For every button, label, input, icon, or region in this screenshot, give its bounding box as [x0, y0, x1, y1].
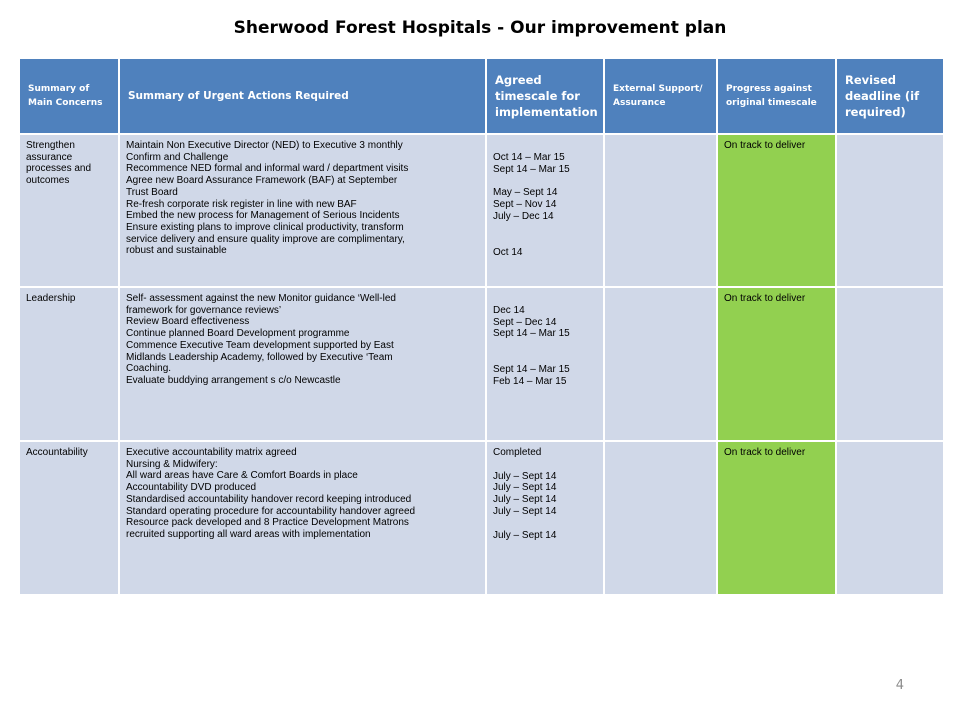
action-line: Continue planned Board Development programme: [126, 328, 350, 340]
timescale-line: Sept – Dec 14: [493, 316, 557, 328]
timescale-cell: [486, 441, 604, 595]
action-line: service delivery and ensure quality improve are complimentary,: [126, 233, 405, 245]
header-concerns: Summary of Main Concerns: [19, 58, 119, 134]
action-line: Ensure existing plans to improve clinical productivity, transform: [126, 221, 404, 233]
timescale-line: Oct 14 – Mar 15: [493, 152, 565, 163]
action-line: robust and sustainable: [126, 245, 227, 257]
timescale-line: Sept 14 – Mar 15: [493, 328, 570, 340]
action-line: recruited supporting all ward areas with implementation: [126, 528, 371, 540]
action-line: Re-fresh corporate risk register in line with new BAF: [126, 198, 357, 210]
actions-cell: [119, 134, 486, 287]
actions-cell: [119, 287, 486, 441]
action-line: All ward areas have Care & Comfort Boards in place: [126, 470, 358, 482]
timescale-line: Oct 14: [493, 246, 523, 258]
concern-cell: Strengthen assurance processes and outcomes: [19, 134, 119, 287]
support-cell: [604, 441, 717, 595]
action-line: Standard operating procedure for accountability handover agreed: [126, 505, 416, 517]
progress-cell: On track to deliver: [717, 287, 836, 441]
action-line: Trust Board: [126, 186, 178, 198]
action-line: Embed the new process for Management of Serious Incidents: [126, 210, 400, 222]
table-row: [19, 441, 944, 595]
timescale-line: May – Sept 14: [493, 187, 558, 199]
timescale-cell: [486, 134, 604, 287]
action-line: framework for governance reviews’: [126, 304, 282, 316]
action-line: Nursing & Midwifery:: [126, 458, 218, 470]
page-number: 4: [895, 678, 904, 693]
improvement-plan-table: [18, 57, 945, 596]
progress-cell: On track to deliver: [717, 134, 836, 287]
timescale-line: Completed: [493, 447, 542, 458]
revised-deadline-cell: [836, 441, 944, 595]
action-line: Agree new Board Assurance Framework (BAF) at September: [126, 175, 398, 187]
concern-cell: Leadership: [19, 287, 119, 441]
header-revised: Revised deadline (if required): [836, 58, 944, 134]
timescale-line: July – Sept 14: [493, 494, 557, 506]
action-line: Executive accountability matrix agreed: [126, 447, 297, 458]
action-line: Commence Executive Team development supported by East: [126, 339, 394, 351]
timescale-line: Sept – Nov 14: [493, 199, 557, 211]
concern-cell: Accountability: [19, 441, 119, 595]
header-progress: Progress against original timescale: [717, 58, 836, 134]
timescale-cell: [486, 287, 604, 441]
timescale-line: Feb 14 – Mar 15: [493, 375, 567, 387]
support-cell: [604, 287, 717, 441]
actions-cell: [119, 441, 486, 595]
timescale-line: July – Sept 14: [493, 529, 557, 541]
action-line: Resource pack developed and 8 Practice Development Matrons: [126, 517, 409, 529]
action-line: Evaluate buddying arrangement s c/o Newcastle: [126, 374, 341, 386]
header-timescale: Agreed timescale for implementation: [486, 58, 604, 134]
action-line: Review Board effectiveness: [126, 316, 250, 328]
support-cell: [604, 134, 717, 287]
action-line: Maintain Non Executive Director (NED) to Executive 3 monthly: [126, 140, 403, 151]
action-line: Coaching.: [126, 363, 172, 375]
progress-cell: On track to deliver: [717, 441, 836, 595]
action-line: Midlands Leadership Academy, followed by Executive ‘Team: [126, 351, 393, 363]
timescale-line: July – Sept 14: [493, 482, 557, 494]
revised-deadline-cell: [836, 134, 944, 287]
header-actions: Summary of Urgent Actions Required: [119, 58, 486, 134]
timescale-line: Sept 14 – Mar 15: [493, 163, 570, 175]
timescale-line: July – Sept 14: [493, 470, 557, 482]
action-line: Accountability DVD produced: [126, 482, 257, 494]
table-row: [19, 287, 944, 441]
table-header-row: [19, 58, 944, 134]
action-line: Self- assessment against the new Monitor guidance ‘Well-led: [126, 293, 396, 304]
action-line: Confirm and Challenge: [126, 151, 229, 163]
timescale-line: July – Sept 14: [493, 505, 557, 517]
action-line: Recommence NED formal and informal ward / department visits: [126, 163, 409, 175]
table-row: [19, 134, 944, 287]
timescale-line: Dec 14: [493, 305, 525, 316]
header-support: External Support/ Assurance: [604, 58, 717, 134]
action-line: Standardised accountability handover record keeping introduced: [126, 493, 412, 505]
timescale-line: July – Dec 14: [493, 210, 554, 222]
revised-deadline-cell: [836, 287, 944, 441]
page-title: Sherwood Forest Hospitals - Our improvement plan: [233, 18, 727, 38]
timescale-line: Sept 14 – Mar 15: [493, 364, 570, 376]
